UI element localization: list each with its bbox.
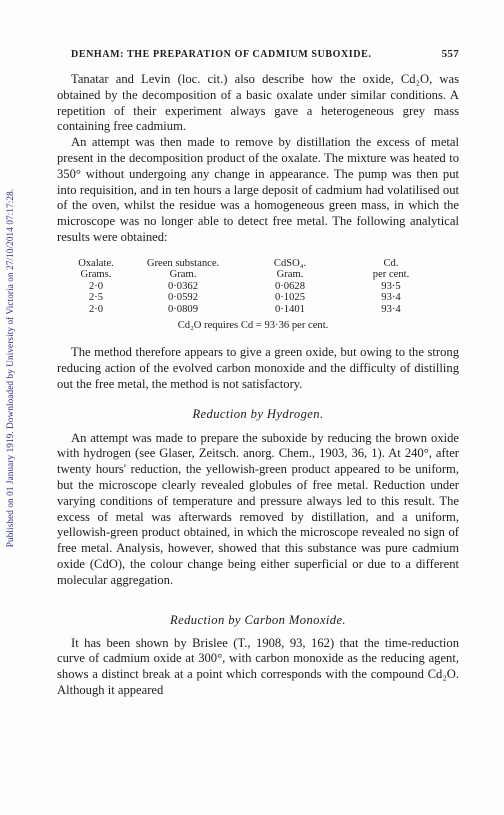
table-units-row <box>65 269 441 281</box>
section-heading-hydrogen: Reduction by Hydrogen. <box>192 406 324 421</box>
table-unit-cell: per cent. <box>372 269 410 281</box>
section-heading-carbon-monoxide: Reduction by Carbon Monoxide. <box>170 612 346 627</box>
table-header-row <box>65 258 441 270</box>
analysis-table <box>65 258 441 316</box>
publication-stamp-text: Published on 01 January 1919. Downloaded by University of Victoria on 27/10/2014 07:17:28. <box>5 188 16 548</box>
table-cell: 93·5 <box>381 280 401 292</box>
table-cell: 0·1025 <box>274 292 305 304</box>
paragraph-distillation: An attempt was then made to remove by distillation the excess of metal present in the decomposition product of the oxalate. The mixture was heated to 350° without undergoing any change in appearance. The pump was then put into requisition, and in ten hours a large deposit of cadmium had volatilised out of the oven, whilst the residue was a homogeneous green mass, in which the microscope was no longer able to detect free metal. The following analytical results were obtained: <box>57 135 459 244</box>
table-cell: 2·5 <box>88 292 104 304</box>
page-number: 557 <box>441 48 459 60</box>
table-row <box>65 292 441 304</box>
table-header-cell: Cd. <box>383 257 399 269</box>
table-header-cell: Green substance. <box>146 257 220 269</box>
article-page <box>57 48 459 699</box>
paragraph-tanatar-levin: Tanatar and Levin (loc. cit.) also describe how the oxide, Cd₂O, was obtained by the decomposition of a basic oxalate under similar conditions. A repetition of their experiment always gave a heterogeneous grey mass containing free cadmium. <box>57 72 459 134</box>
running-title: DENHAM: THE PREPARATION OF CADMIUM SUBOXIDE. <box>71 49 372 60</box>
table-cell: 0·1401 <box>274 303 305 315</box>
table-note: Cd₂O requires Cd = 93·36 per cent. <box>177 320 329 332</box>
paragraph-hydrogen-reduction: An attempt was made to prepare the suboxide by reducing the brown oxide with hydrogen (see Glaser, Zeitsch. anorg. Chem., 1903, 36, 1). At 240°, after twenty hours' reduction, the yellowish-green product appeared to be uniform, but the microscope clearly revealed globules of free metal. Reduction under varying conditions of temperature and pressure always led to this result. The excess of metal was afterwards removed by distillation, and a uniform, yellowish-green product obtained, in which the microscope revealed no sign of free metal. Analysis, however, showed that this substance was pure cadmium oxide (CdO), the colour change being either superficial or due to a different molecular aggregation. <box>57 430 459 587</box>
table-cell: 0·0362 <box>167 280 198 292</box>
table-header-cell: CdSO₄. <box>273 257 307 269</box>
table-cell: 93·4 <box>381 303 401 315</box>
table-unit-cell: Grams. <box>80 269 112 281</box>
table-cell: 0·0809 <box>167 303 198 315</box>
paragraph-method-conclusion: The method therefore appears to give a green oxide, but owing to the strong reducing action of the evolved carbon monoxide and the difficulty of distilling out the free metal, the method is not satisfactory. <box>57 345 459 391</box>
paragraph-brislee: It has been shown by Brislee (T., 1908, 93, 162) that the time-reduction curve of cadmium oxide at 300°, with carbon monoxide as the reducing agent, shows a distinct break at a point which corresponds with the compound Cd₂O. Although it appeared <box>57 635 459 698</box>
table-cell: 0·0628 <box>274 280 305 292</box>
table-unit-cell: Gram. <box>169 269 197 281</box>
table-unit-cell: Gram. <box>276 269 304 281</box>
running-header <box>71 48 459 60</box>
publication-stamp <box>2 88 18 648</box>
table-cell: 2·0 <box>88 280 104 292</box>
table-row <box>65 304 441 316</box>
table-cell: 2·0 <box>88 303 104 315</box>
table-cell: 93·4 <box>381 292 401 304</box>
table-cell: 0·0592 <box>167 292 198 304</box>
table-header-cell: Oxalate. <box>78 257 114 269</box>
table-row <box>65 281 441 293</box>
